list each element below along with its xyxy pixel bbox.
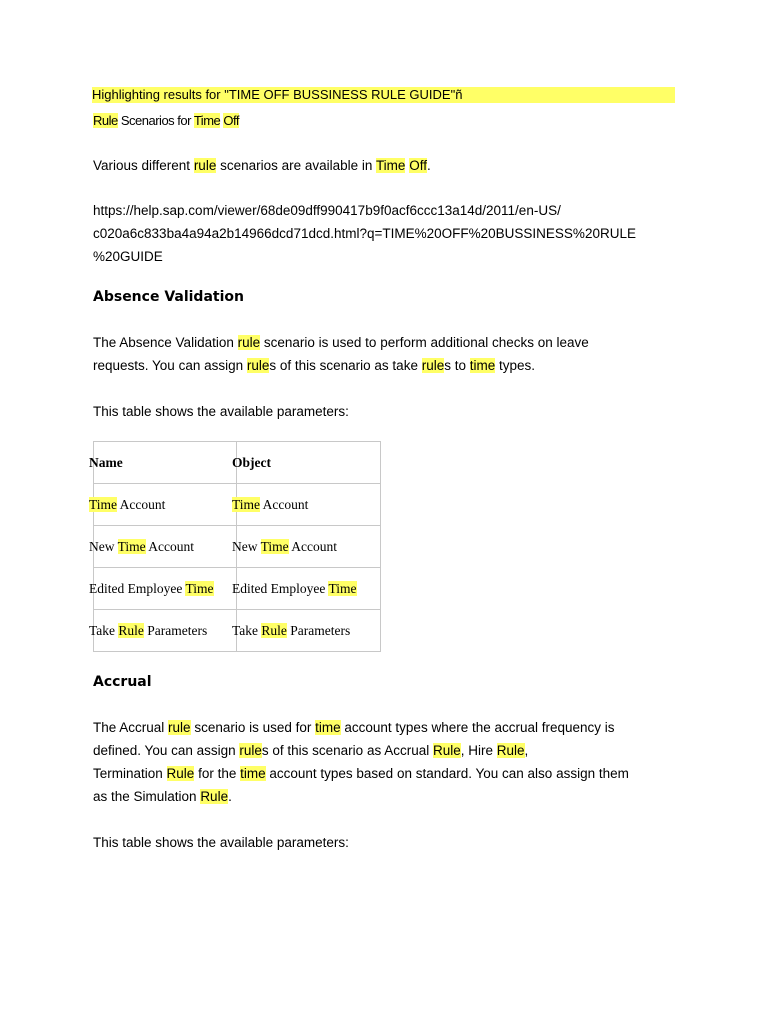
table-row: [94, 484, 381, 526]
highlight: time: [315, 720, 341, 735]
text: .: [228, 789, 232, 804]
text: account types based on standard. You can also assign them: [265, 766, 629, 781]
table-intro: This table shows the available parameters:: [93, 404, 349, 419]
table-cell: [89, 568, 237, 610]
text: .: [426, 158, 431, 173]
text: scenarios are available in: [216, 158, 376, 173]
text: Edited Employee: [232, 580, 329, 596]
highlight: rule: [193, 158, 217, 173]
text: Account: [117, 496, 166, 512]
url-line[interactable]: https://help.sap.com/viewer/68de09dff990417b9f0acf6ccc13a14d/2011/en-US/: [93, 203, 561, 218]
text: Account: [288, 538, 338, 554]
text: for the: [194, 766, 241, 781]
highlight: Time: [260, 538, 289, 554]
text: The Accrual: [93, 720, 169, 735]
highlight: Time: [193, 113, 221, 128]
highlight: Rule: [118, 622, 144, 638]
highlight: rule: [421, 358, 445, 373]
table-row: [94, 568, 381, 610]
url-line[interactable]: %20GUIDE: [93, 249, 163, 264]
text: s to: [444, 358, 470, 373]
source-url[interactable]: [93, 199, 683, 268]
section-heading-absence-validation: Absence Validation: [93, 289, 244, 305]
text: defined. You can assign: [93, 743, 240, 758]
document-subtitle: [93, 113, 239, 129]
table-header-cell: [232, 442, 381, 484]
header-name: Name: [89, 454, 123, 470]
text: s of this scenario as Accrual: [261, 743, 433, 758]
table-header-cell: [89, 442, 237, 484]
highlight: Off: [409, 158, 427, 173]
highlight: Rule: [261, 622, 287, 638]
highlight: rule: [246, 358, 270, 373]
highlight: Rule: [496, 743, 525, 758]
text: Parameters: [286, 622, 351, 638]
table-cell: [232, 526, 381, 568]
highlight: Rule: [200, 789, 229, 804]
highlight: Off: [223, 113, 239, 128]
text: as the Simulation: [93, 789, 201, 804]
text: ,: [524, 743, 529, 758]
highlight: time: [240, 766, 266, 781]
highlight: Rule: [432, 743, 461, 758]
parameters-table: [89, 441, 381, 652]
highlight: Time: [185, 580, 214, 596]
table-header-row: [94, 442, 381, 484]
table-row: [94, 610, 381, 652]
text: Account: [145, 538, 195, 554]
highlight: Time: [89, 496, 118, 512]
section-heading-accrual: Accrual: [93, 674, 152, 690]
text: Take: [89, 622, 119, 638]
text: , Hire: [460, 743, 497, 758]
table-cell: [89, 610, 237, 652]
highlight: rule: [239, 743, 262, 758]
highlight: Time: [328, 580, 357, 596]
text: Edited Employee: [89, 580, 186, 596]
highlight: Rule: [93, 113, 118, 128]
absence-paragraph: [93, 331, 683, 377]
highlight: time: [469, 358, 496, 373]
highlight: Time: [117, 538, 146, 554]
header-object: Object: [232, 454, 271, 470]
url-line[interactable]: c020a6c833ba4a94a2b14966dcd71dcd.html?q=TIME%20OFF%20BUSSINESS%20RULE: [93, 226, 636, 241]
text: types.: [495, 358, 536, 373]
text: Parameters: [143, 622, 208, 638]
text: Take: [232, 622, 262, 638]
highlight: rule: [168, 720, 191, 735]
text: Scenarios for: [117, 113, 194, 128]
text: Termination: [93, 766, 167, 781]
accrual-paragraph: [93, 716, 683, 808]
text: Various different: [93, 158, 194, 173]
highlight: Rule: [166, 766, 195, 781]
text: s of this scenario as take: [269, 358, 422, 373]
table-cell: [89, 484, 237, 526]
table-cell: [89, 526, 237, 568]
text: New: [232, 538, 261, 554]
table-cell: [232, 484, 381, 526]
highlight: Time: [375, 158, 406, 173]
text: Account: [260, 496, 309, 512]
text: requests. You can assign: [93, 358, 247, 373]
text: account types where the accrual frequency is: [340, 720, 615, 735]
text: The Absence Validation: [93, 335, 238, 350]
table-cell: [232, 568, 381, 610]
text: scenario is used to perform additional checks on leave: [260, 335, 589, 350]
highlight: Time: [232, 496, 261, 512]
search-highlight-banner: Highlighting results for "TIME OFF BUSSINESS RULE GUIDE"ñ: [92, 87, 675, 103]
text: scenario is used for: [190, 720, 316, 735]
intro-paragraph: [93, 154, 683, 177]
table-intro: This table shows the available parameters:: [93, 835, 349, 850]
highlight: rule: [237, 335, 261, 350]
table-row: [94, 526, 381, 568]
text: New: [89, 538, 118, 554]
table-cell: [232, 610, 381, 652]
